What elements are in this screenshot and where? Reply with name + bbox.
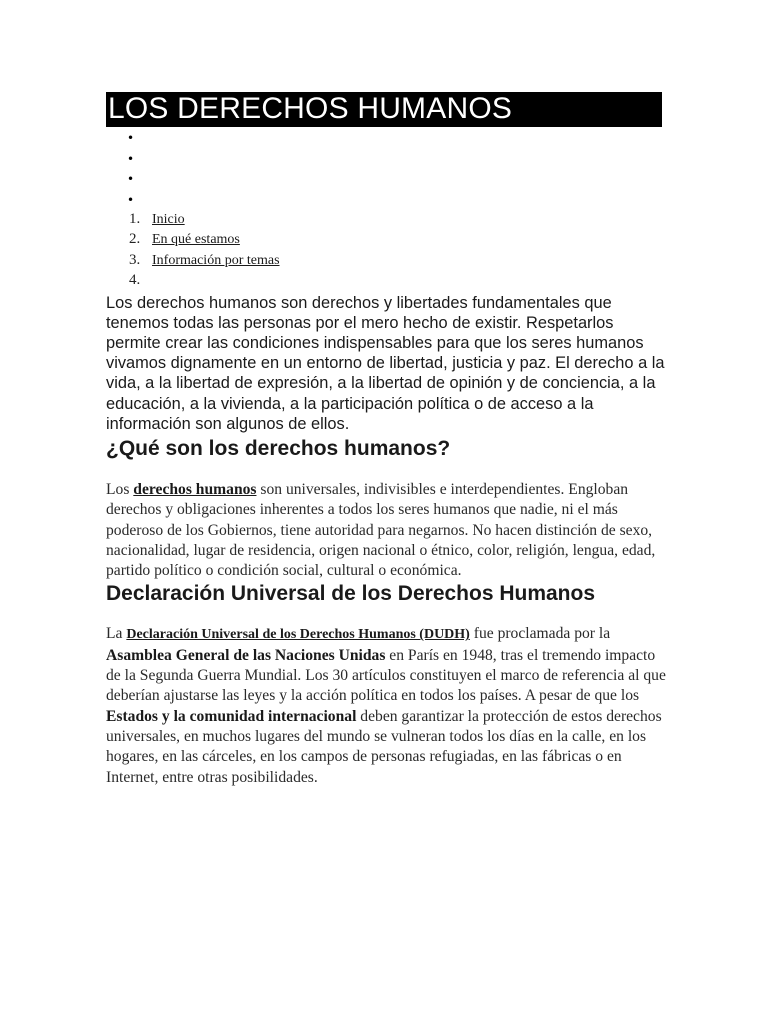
bullet-icon: • [127, 172, 135, 186]
menu-item-number: 1. [129, 211, 141, 227]
menu-item-inicio [106, 211, 666, 231]
menu-item-number: 2. [129, 231, 141, 248]
paragraph-text: La [106, 625, 127, 643]
list-item [106, 170, 666, 191]
page-title: LOS DERECHOS HUMANOS [106, 92, 662, 127]
list-item [106, 191, 666, 212]
menu-item-number: 4. [129, 272, 141, 289]
list-item [106, 150, 666, 171]
section-paragraph-que-son [106, 480, 666, 581]
bullet-icon: • [127, 192, 135, 207]
menu-item-number: 3. [129, 251, 141, 268]
menu-item-informacion-por-temas [106, 252, 666, 272]
document-page [106, 92, 666, 788]
derechos-humanos-link[interactable]: derechos humanos [133, 480, 257, 498]
asamblea-general-text: Asamblea General de las Naciones Unidas [106, 646, 386, 664]
menu-link-inicio[interactable]: Inicio [152, 212, 185, 227]
paragraph-text: Los [106, 480, 134, 498]
empty-bullet-list [106, 129, 666, 211]
section-paragraph-declaracion [106, 624, 666, 787]
paragraph-text: en París en 1948, tras el tremendo impacto de la Segunda Guerra Mundial. Los 30 artículos constituyen el marco de referencia al que deberían ajustarse las leyes y la acción política en todos los países. A pesar de que los [106, 646, 666, 705]
section-heading-que-son: ¿Qué son los derechos humanos? [106, 436, 451, 460]
bullet-icon: • [127, 131, 135, 145]
estados-comunidad-text: Estados y la comunidad internacional [106, 707, 357, 725]
menu-item-empty [106, 272, 666, 292]
menu-link-en-que-estamos[interactable]: En qué estamos [152, 232, 240, 248]
bullet-icon: • [127, 151, 135, 166]
navigation-menu [106, 211, 666, 293]
intro-paragraph: Los derechos humanos son derechos y libertades fundamentales que tenemos todas las personas por el mero hecho de existir. Respetarlos permite crear las condiciones indispensables para que los seres humanos vivamos dignamente en un entorno de libertad, justicia y paz. El derecho a la vida, a la libertad de expresión, a la libertad de opinión y de conciencia, a la educación, a la vivienda, a la participación política o de acceso a la información son algunos de ellos. [106, 293, 665, 433]
menu-item-en-que-estamos [106, 231, 666, 251]
menu-link-informacion-por-temas[interactable]: Información por temas [152, 252, 280, 268]
section-heading-declaracion: Declaración Universal de los Derechos Humanos [106, 582, 596, 606]
paragraph-text: son universales, indivisibles e interdependientes. Engloban derechos y obligaciones inherentes a todos los seres humanos que nadie, ni el más poderoso de los Gobiernos, tiene autoridad para negarnos. No hacen distinción de sexo, nacionalidad, lugar de residencia, origen nacional o étnico, color, religión, lengua, edad, partido político o condición social, cultural o económica. [106, 480, 656, 580]
list-item [106, 129, 666, 150]
dudh-link[interactable]: Declaración Universal de los Derechos Humanos (DUDH) [126, 627, 470, 643]
paragraph-text: deben garantizar la protección de estos derechos universales, en muchos lugares del mundo se vulneran todos los días en la calle, en los hogares, en las cárceles, en los campos de personas refugiadas, en las fábricas o en Internet, entre otras posibilidades. [106, 707, 662, 786]
paragraph-text: fue proclamada por la [469, 625, 611, 643]
